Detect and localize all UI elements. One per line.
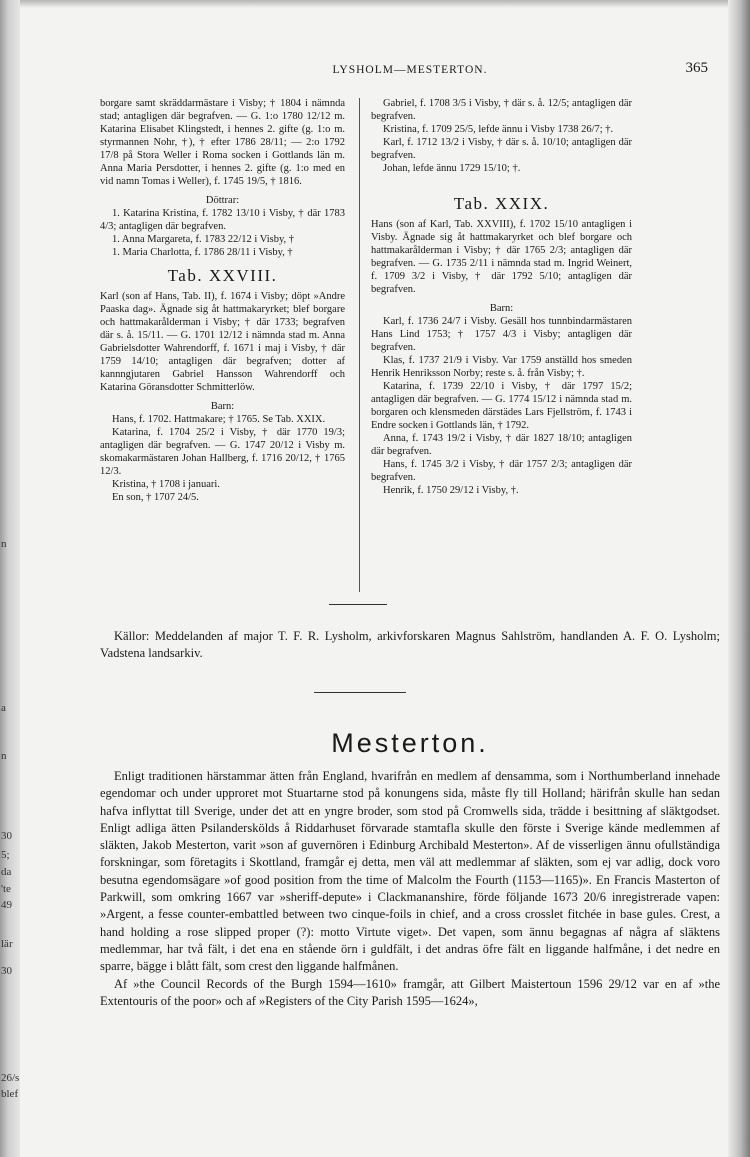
child-entry: Anna, f. 1743 19/2 i Visby, † där 1827 18/10; antagligen där begrafven. — [371, 433, 632, 457]
margin-fragment: 'te — [1, 883, 11, 895]
margin-fragment: 49 — [1, 899, 12, 911]
children-label: Barn: — [210, 401, 235, 412]
right-column — [371, 97, 632, 497]
child-entry: Klas, f. 1737 21/9 i Visby. Var 1759 anställd hos smeden Henrik Henriksson Norby; reste s. å. från Visby; †. — [371, 355, 632, 379]
margin-fragment: lär — [1, 938, 13, 950]
page-top-edge — [0, 0, 750, 8]
child-entry: Henrik, f. 1750 29/12 i Visby, †. — [383, 485, 519, 496]
section-divider-short — [329, 604, 387, 605]
children-label: Barn: — [489, 303, 514, 314]
sources-note: Källor: Meddelanden af major T. F. R. Lysholm, arkivforskaren Magnus Sahlström, handlanden A. F. O. Lysholm; Vadstena landsarkiv. — [100, 629, 720, 660]
child-entry: Katarina, f. 1739 22/10 i Visby, † där 1797 15/2; antagligen där begrafven. — G. 1774 15/12 i nämnda stad m. borgaren och klensmeden därstädes Lars Fjellström, f. 1743 i Endre socken i Gottlands län, † 1792. — [371, 381, 632, 431]
daughter-entry: 1. Anna Margareta, f. 1783 22/12 i Visby, † — [112, 234, 295, 245]
margin-fragment: n — [1, 750, 7, 762]
child-entry: Hans, f. 1745 3/2 i Visby, † där 1757 2/3; antagligen där begrafven. — [371, 459, 632, 483]
child-entry: Hans, f. 1702. Hattmakare; † 1765. Se Tab. XXIX. — [112, 414, 326, 425]
table-entry-text: Hans (son af Karl, Tab. XXVIII), f. 1702 15/10 antagligen i Visby. Ägnade sig åt hattmakaryrket och blef borgare och hattmakarålderman i Visby; † där 1765 2/3; antagligen där begrafven. — G. 1735 2/11 i nämnda stad m. Ingrid Weinert, f. 1709 3/2 i Visby, † där 1792 5/10; antagligen där begrafven. — [371, 219, 632, 295]
margin-fragment: 30 — [1, 830, 12, 842]
section-divider — [314, 692, 406, 693]
child-entry: Johan, lefde ännu 1729 15/10; †. — [383, 163, 521, 174]
body-paragraph: Af »the Council Records of the Burgh 1594—1610» framgår, att Gilbert Maistertoun 1596 29/12 var en af »the Extentouris of the poor» och af »Registers of the City Parish 1595—1624», — [100, 976, 720, 1008]
margin-fragment: 26/s — [1, 1072, 20, 1084]
margin-fragment: blef — [1, 1088, 19, 1100]
left-column — [100, 97, 345, 504]
margin-fragment: a — [1, 702, 6, 714]
page-header — [100, 60, 720, 82]
child-entry: En son, † 1707 24/5. — [112, 492, 199, 503]
child-entry: Karl, f. 1712 13/2 i Visby, † där s. å. 10/10; antagligen där begrafven. — [371, 137, 632, 161]
family-title: Mesterton. — [331, 728, 489, 758]
book-gutter-edge — [728, 0, 750, 1157]
margin-fragment: 5; — [1, 849, 10, 861]
family-entry-continuation: borgare samt skräddarmästare i Visby; † 1804 i nämnda stad; antagligen där begrafven. — G. 1:o 1780 12/12 m. Katarina Elisabet Klingstedt, i hennes 2. gifte (g. 1:o m. styrmannen Nohr, †), † efter 1786 28/11; — 2:o 1792 17/8 på Stora Weller i Roma socken i Gottlands län m. Anna Maria Persdotter, i hennes 2. gifte (g. 1:o med en vid namn Tomas i Weller), f. 1745 19/5, † 1816. — [100, 98, 345, 187]
margin-fragment: n — [1, 538, 7, 550]
margin-fragment: da — [1, 866, 12, 878]
margin-fragment: 30 — [1, 965, 12, 977]
daughter-entry: 1. Katarina Kristina, f. 1782 13/10 i Visby, † där 1783 4/3; antagligen där begrafven. — [100, 208, 345, 232]
body-paragraph: Enligt traditionen härstammar ätten från England, hvarifrån en medlem af densamma, som i Northumberland innehade egendomar och under upproret mot Stuartarne stod på konungens sida, måste fly till Holland; härifrån skulle han sedan hafva inflyttat till Sverige, under det att en yngre broder, som stod på Cromwells sida, trädde i besittning af släktgodset. Enligt adliga ätten Psilanderskölds å Riddarhuset förvarade stamtafla skulle den förste i Sverige kände medlemmen af släkten, Jakob Mesterton, varit »son af guvernören i Edinburg Archibald Mesterton». Af de visserligen ännu ofullständiga forskningar, som företagits i Skottland, framgår ej detta, men väl att medlemmar af släkten, som ej var adlig, dock voro besutna egendomsägare »of good position from the time of Malcolm the Fourth (1153—1165)». En Francis Masterton of Parkwill, som omkring 1667 var »sheriff-depute» i Clackmananshire, förde följande 1673 20/6 inregistrerade vapen: »Argent, a fesse counter-embattled between two cinque-foils in chief, and a cross crosslet fitchée in base gules. Crest, a hand holding a rose slipped proper (?): motto Virtute viget». Det vapen, som ännu begagnas af några af släktens medlemmar, har två fält, i det ena en stående örn i guldfält, i det andras öfre fält en liggande halfmåne, i det nedre en sparre, bägge i blått fält, som crest den liggande halfmånen. — [100, 769, 720, 974]
family-history-text — [100, 768, 720, 1010]
page-number: 365 — [685, 60, 708, 76]
table-entry-text: Karl (son af Hans, Tab. II), f. 1674 i Visby; döpt »Andre Paaska dag». Ägnade sig åt hattmakaryrket; blef borgare och hattmakarålderman i Visby; † där 1733; begrafven där s. å. 15/11. — G. 1701 12/12 i nämnda stad m. Anna Gabrielsdotter Wahrendorff, f. 1671 i maj i Visby, † där 1759 14/10; antagligen där begrafven; dotter af kannngjutaren Gabriel Hansson Wahrendorff och Katarina Göransdotter Schmitterlöw. — [100, 291, 345, 393]
table-heading-xxix: Tab. XXIX. — [453, 194, 550, 213]
child-entry: Katarina, f. 1704 25/2 i Visby, † där 1770 19/3; antagligen där begrafven. — G. 1747 20/12 i Visby m. skomakarmästaren Johan Hallberg, f. 1716 20/12, † 1765 12/3. — [100, 427, 345, 477]
facing-page-edge — [0, 0, 20, 1157]
daughter-entry: 1. Maria Charlotta, f. 1786 28/11 i Visby, † — [112, 247, 293, 258]
child-entry: Gabriel, f. 1708 3/5 i Visby, † där s. å. 12/5; antagligen där begrafven. — [371, 98, 632, 122]
running-title: LYSHOLM—MESTERTON. — [332, 64, 488, 76]
table-heading-xxviii: Tab. XXVIII. — [167, 266, 278, 285]
child-entry: Kristina, f. 1709 25/5, lefde ännu i Visby 1738 26/7; †. — [383, 124, 614, 135]
child-entry: Kristina, † 1708 i januari. — [112, 479, 220, 490]
column-divider — [359, 98, 360, 592]
daughters-label: Döttrar: — [205, 195, 240, 206]
child-entry: Karl, f. 1736 24/7 i Visby. Gesäll hos tunnbindarmästaren Hans Lind 1753; † 1757 4/3 i Visby; antagligen där begrafven. — [371, 316, 632, 353]
